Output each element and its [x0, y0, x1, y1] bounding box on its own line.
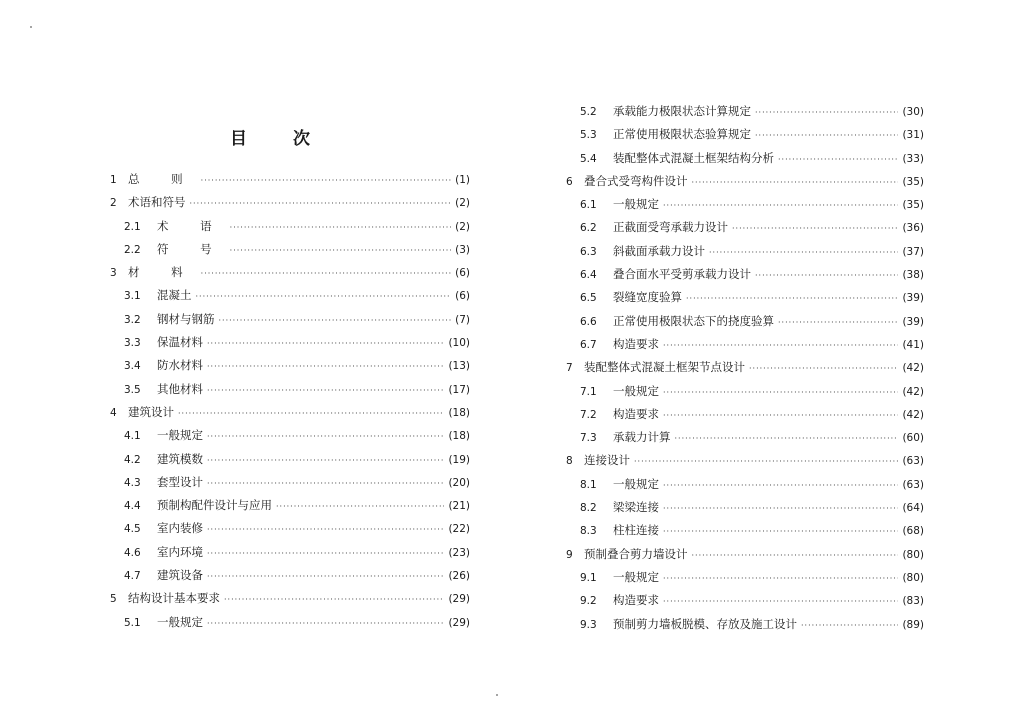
entry-number: 5.3 [580, 129, 597, 142]
entry-title: 构造要求 [613, 336, 659, 351]
toc-entry [566, 473, 924, 496]
entry-title: 结构设计基本要求 [128, 591, 220, 606]
entry-title: 一般规定 [613, 197, 659, 212]
dot-leader [778, 148, 898, 171]
entry-title: 材 料 [128, 265, 197, 280]
entry-page-number: (26) [448, 570, 470, 583]
dot-leader [663, 334, 898, 357]
entry-page-number: (36) [902, 222, 924, 235]
entry-number: 9.3 [580, 618, 597, 631]
entry-page-number: (38) [902, 269, 924, 282]
toc-entry [566, 193, 924, 216]
entry-page-number: (39) [902, 292, 924, 305]
dot-leader [207, 425, 444, 448]
dot-leader [207, 355, 444, 378]
toc-entry [566, 496, 924, 519]
entry-number: 3.2 [124, 313, 141, 326]
dot-leader [692, 544, 899, 567]
entry-page-number: (80) [902, 548, 924, 561]
toc-entry [110, 168, 470, 191]
entry-page-number: (63) [902, 478, 924, 491]
entry-page-number: (23) [448, 546, 470, 559]
toc-entry [566, 147, 924, 170]
entry-number: 8 [566, 455, 573, 468]
dot-leader [663, 474, 898, 497]
dot-leader [207, 472, 444, 495]
entry-page-number: (10) [448, 337, 470, 350]
entry-page-number: (1) [455, 174, 470, 186]
entry-number: 9.1 [580, 571, 597, 584]
toc-entry [566, 566, 924, 589]
toc-entry [110, 378, 470, 401]
toc-entry [110, 308, 470, 331]
toc-entry [110, 238, 470, 261]
entry-title: 承载力计算 [613, 430, 671, 445]
toc-column-right [566, 100, 924, 636]
entry-page-number: (64) [902, 502, 924, 515]
dot-leader [732, 217, 898, 240]
toc-entry [566, 286, 924, 309]
toc-entry [110, 424, 470, 447]
toc-entry [110, 331, 470, 354]
entry-number: 3.5 [124, 383, 141, 396]
entry-title: 构造要求 [613, 406, 659, 421]
toc-entry [110, 284, 470, 307]
entry-number: 6.4 [580, 269, 597, 282]
dot-leader [207, 332, 444, 355]
entry-page-number: (35) [902, 175, 924, 188]
entry-number: 2 [110, 197, 117, 210]
entry-page-number: (37) [902, 245, 924, 258]
entry-title: 室内环境 [157, 544, 203, 559]
dot-leader [207, 612, 444, 635]
dot-leader [190, 192, 452, 215]
dot-leader [207, 542, 444, 565]
entry-page-number: (20) [448, 476, 470, 489]
toc-entry [566, 170, 924, 193]
dot-leader [686, 287, 898, 310]
entry-title: 斜截面承载力设计 [613, 243, 705, 258]
entry-page-number: (6) [455, 267, 470, 280]
entry-number: 6.2 [580, 222, 597, 235]
entry-title: 连接设计 [584, 453, 630, 468]
entry-title: 术 语 [157, 218, 226, 233]
dot-leader [675, 427, 899, 450]
entry-number: 4.7 [124, 570, 141, 583]
entry-title: 术语和符号 [128, 195, 186, 210]
dot-leader [755, 264, 898, 287]
toc-entry [110, 564, 470, 587]
entry-title: 裂缝宽度验算 [613, 290, 682, 305]
entry-number: 4.5 [124, 523, 141, 536]
toc-entry [110, 191, 470, 214]
entry-number: 6.7 [580, 338, 597, 351]
toc-entry [110, 587, 470, 610]
dot-leader [224, 588, 444, 611]
entry-number: 8.1 [580, 478, 597, 491]
entry-title: 混凝土 [157, 288, 192, 303]
entry-title: 建筑模数 [157, 451, 203, 466]
entry-title: 一般规定 [613, 569, 659, 584]
toc-entry [566, 449, 924, 472]
toc-entry [566, 240, 924, 263]
entry-page-number: (35) [902, 199, 924, 212]
entry-title: 总 则 [128, 172, 197, 186]
entry-page-number: (3) [455, 243, 470, 256]
entry-number: 7.3 [580, 432, 597, 445]
toc-entry [110, 494, 470, 517]
entry-page-number: (80) [902, 571, 924, 584]
dot-leader [634, 450, 898, 473]
entry-number: 5.4 [580, 152, 597, 165]
entry-title: 一般规定 [613, 383, 659, 398]
entry-number: 3.1 [124, 290, 141, 303]
entry-title: 构造要求 [613, 593, 659, 608]
entry-page-number: (39) [902, 315, 924, 328]
entry-title: 叠合式受弯构件设计 [584, 173, 688, 188]
entry-title: 装配整体式混凝土框架结构分析 [613, 150, 774, 165]
entry-title: 防水材料 [157, 358, 203, 373]
dot-leader [230, 216, 451, 239]
dot-leader [755, 124, 898, 147]
entry-title: 梁梁连接 [613, 500, 659, 515]
entry-page-number: (29) [448, 616, 470, 629]
entry-title: 符 号 [157, 241, 226, 256]
dot-leader [276, 495, 444, 518]
toc-entry [110, 471, 470, 494]
entry-number: 7.2 [580, 408, 597, 421]
toc-entry [566, 216, 924, 239]
entry-number: 9.2 [580, 595, 597, 608]
entry-number: 5.1 [124, 616, 141, 629]
entry-page-number: (13) [448, 360, 470, 373]
dot-leader [778, 311, 898, 334]
entry-number: 4.6 [124, 546, 141, 559]
dot-leader [663, 381, 898, 404]
entry-page-number: (19) [448, 453, 470, 466]
entry-number: 6.1 [580, 199, 597, 212]
entry-page-number: (68) [902, 525, 924, 538]
toc-entry [566, 403, 924, 426]
entry-number: 5 [110, 593, 117, 606]
entry-page-number: (33) [902, 152, 924, 165]
entry-number: 2.2 [124, 243, 141, 256]
entry-number: 6.3 [580, 245, 597, 258]
toc-entry [566, 426, 924, 449]
dot-leader [196, 285, 452, 308]
toc-entry [110, 541, 470, 564]
toc-column-left [110, 168, 470, 634]
toc-entry [566, 263, 924, 286]
entry-title: 套型设计 [157, 474, 203, 489]
entry-number: 2.1 [124, 220, 141, 233]
entry-title: 建筑设计 [128, 404, 174, 419]
entry-number: 8.2 [580, 502, 597, 515]
entry-page-number: (2) [455, 197, 470, 210]
dot-leader [709, 241, 898, 264]
entry-title: 一般规定 [157, 614, 203, 629]
entry-title: 预制剪力墙板脱模、存放及施工设计 [613, 616, 797, 631]
entry-page-number: (42) [902, 362, 924, 375]
entry-number: 4.1 [124, 430, 141, 443]
toc-title: 目 次 [230, 129, 330, 149]
toc-entry [110, 611, 470, 634]
toc-entry [566, 333, 924, 356]
entry-number: 7 [566, 362, 573, 375]
entry-page-number: (7) [455, 313, 470, 326]
entry-page-number: (60) [902, 432, 924, 445]
dot-leader [230, 239, 451, 262]
entry-title: 预制叠合剪力墙设计 [584, 546, 688, 561]
entry-title: 室内装修 [157, 521, 203, 536]
dot-leader [801, 614, 898, 637]
entry-number: 3 [110, 267, 117, 280]
entry-page-number: (29) [448, 593, 470, 606]
entry-number: 8.3 [580, 525, 597, 538]
entry-number: 3.3 [124, 337, 141, 350]
dot-leader [219, 309, 452, 332]
entry-page-number: (83) [902, 595, 924, 608]
entry-title: 预制构配件设计与应用 [157, 498, 272, 513]
entry-page-number: (18) [448, 430, 470, 443]
toc-entry [566, 310, 924, 333]
entry-title: 其他材料 [157, 381, 203, 396]
toc-entry [110, 354, 470, 377]
entry-number: 4.4 [124, 500, 141, 513]
entry-number: 3.4 [124, 360, 141, 373]
entry-page-number: (31) [902, 129, 924, 142]
entry-number: 4.2 [124, 453, 141, 466]
dot-leader [663, 590, 898, 613]
entry-title: 保温材料 [157, 335, 203, 350]
dot-leader [207, 518, 444, 541]
toc-entry [566, 100, 924, 123]
dot-leader [207, 449, 444, 472]
entry-title: 叠合面水平受剪承载力设计 [613, 267, 751, 282]
entry-title: 正常使用极限状态验算规定 [613, 127, 751, 142]
dot-leader [663, 567, 898, 590]
dot-leader [755, 101, 898, 124]
entry-title: 一般规定 [613, 476, 659, 491]
entry-number: 6.5 [580, 292, 597, 305]
dot-leader [663, 497, 898, 520]
entry-title: 柱柱连接 [613, 523, 659, 538]
entry-title: 承载能力极限状态计算规定 [613, 104, 751, 118]
entry-page-number: (42) [902, 385, 924, 398]
entry-title: 正截面受弯承载力设计 [613, 220, 728, 235]
entry-page-number: (89) [902, 618, 924, 631]
entry-page-number: (41) [902, 338, 924, 351]
dot-leader [201, 169, 451, 192]
entry-page-number: (42) [902, 408, 924, 421]
toc-entry [110, 261, 470, 284]
toc-entry [566, 519, 924, 542]
entry-number: 4 [110, 406, 117, 419]
toc-entry [566, 543, 924, 566]
entry-title: 装配整体式混凝土框架节点设计 [584, 360, 745, 375]
entry-number: 9 [566, 548, 573, 561]
entry-title: 正常使用极限状态下的挠度验算 [613, 313, 774, 328]
toc-entry [566, 589, 924, 612]
toc-entry [566, 613, 924, 636]
toc-entry [566, 356, 924, 379]
entry-number: 5.2 [580, 106, 597, 118]
entry-page-number: (17) [448, 383, 470, 396]
dot-leader [692, 171, 899, 194]
scan-speck [30, 26, 32, 28]
toc-entry [566, 123, 924, 146]
toc-entry [110, 517, 470, 540]
entry-number: 6.6 [580, 315, 597, 328]
entry-page-number: (63) [902, 455, 924, 468]
entry-number: 4.3 [124, 476, 141, 489]
dot-leader [663, 404, 898, 427]
entry-page-number: (6) [455, 290, 470, 303]
toc-entry [566, 380, 924, 403]
toc-entry [110, 215, 470, 238]
dot-leader [201, 262, 451, 285]
dot-leader [207, 379, 444, 402]
dot-leader [749, 357, 898, 380]
entry-number: 6 [566, 175, 573, 188]
entry-page-number: (22) [448, 523, 470, 536]
dot-leader [207, 565, 444, 588]
toc-entry [110, 401, 470, 424]
dot-leader [663, 520, 898, 543]
toc-entry [110, 448, 470, 471]
scan-speck [496, 694, 498, 696]
entry-title: 建筑设备 [157, 568, 203, 583]
entry-title: 钢材与钢筋 [157, 311, 215, 326]
dot-leader [663, 194, 898, 217]
entry-page-number: (21) [448, 500, 470, 513]
dot-leader [178, 402, 444, 425]
entry-title: 一般规定 [157, 428, 203, 443]
entry-page-number: (30) [902, 106, 924, 118]
entry-page-number: (2) [455, 220, 470, 233]
entry-number: 7.1 [580, 385, 597, 398]
entry-page-number: (18) [448, 406, 470, 419]
entry-number: 1 [110, 174, 117, 186]
